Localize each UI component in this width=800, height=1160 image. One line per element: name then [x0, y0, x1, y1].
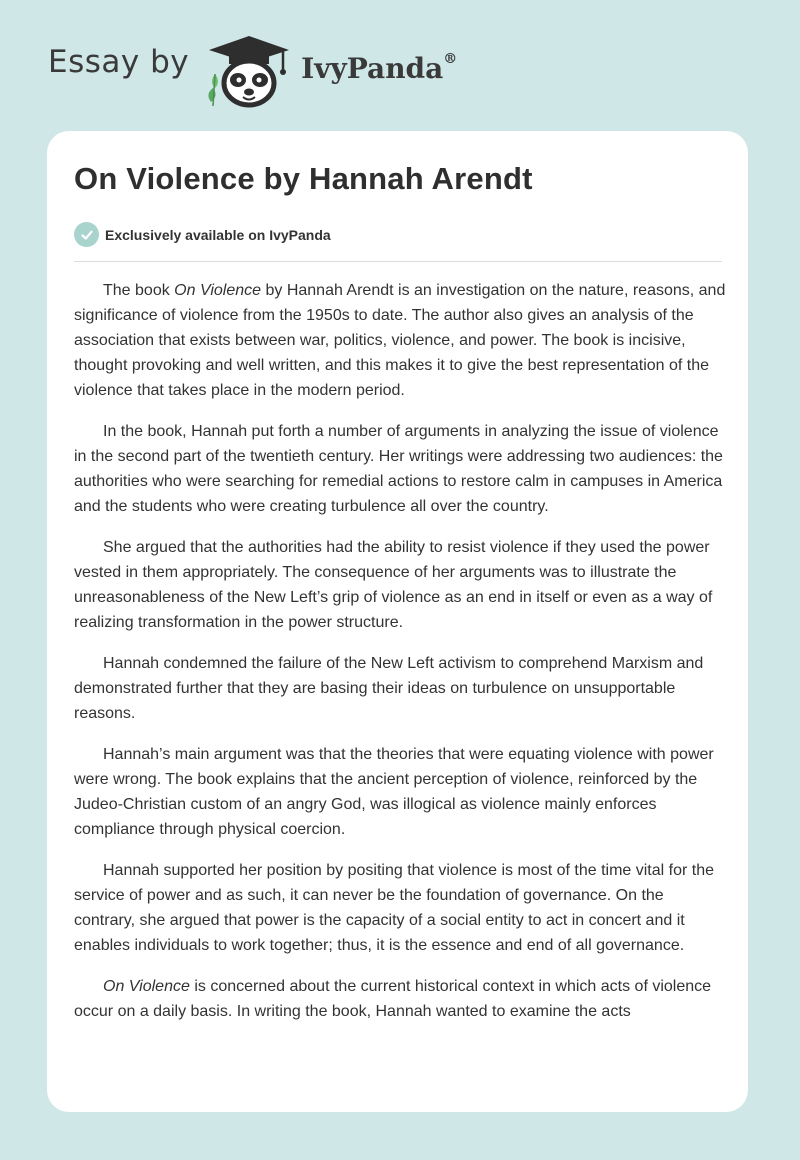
brand-name[interactable]	[301, 52, 457, 85]
check-circle-icon	[74, 222, 99, 247]
paragraph-3: She argued that the authorities had the ability to resist violence if they used the power vested in them appropriately. The consequence of her arguments was to illustrate the unreasonableness of the New Left’s grip of violence as an end in itself or even as a way of realizing transformation in the power structure.	[74, 539, 713, 631]
paragraph-7: On Violence is concerned about the current historical context in which acts of violence occur on a daily basis. In writing the book, Hannah wanted to examine the acts	[74, 978, 712, 1020]
title-divider	[74, 261, 722, 262]
book-title: On Violence	[103, 978, 190, 995]
paragraph-2: In the book, Hannah put forth a number of arguments in analyzing the issue of violence in the second part of the twentieth century. Her writings were addressing two audiences: the authorities who were searching for remedial actions to restore calm in campuses in America and the students who were creating turbulence all over the country.	[74, 423, 723, 515]
essay-body	[74, 278, 726, 1040]
essay-card	[47, 131, 748, 1112]
paragraph-1: The book On Violence by Hannah Arendt is an investigation on the nature, reasons, and significance of violence from the 1950s to date. The author also gives an analysis of the association that exists between war, politics, violence, and power. The book is incisive, thought provoking and well written, and this makes it to give the best representation of the violence that takes place in the modern period.	[74, 282, 726, 399]
paragraph-6: Hannah supported her position by positing that violence is most of the time vital for the service of power and as such, it can never be the foundation of governance. On the contrary, she argued that power is the capacity of a social entity to act in concert and it enables individuals to work together; thus, it is the essence and end of all governance.	[74, 862, 715, 954]
paragraph-4: Hannah condemned the failure of the New Left activism to comprehend Marxism and demonstrated further that they are basing their ideas on turbulence on unsupportable reasons.	[74, 655, 704, 722]
brand-name-text: IvyPanda	[301, 51, 444, 85]
exclusive-badge-text: Exclusively available on IvyPanda	[105, 226, 331, 243]
panda-graduate-logo-icon[interactable]	[201, 30, 297, 110]
page-title: On Violence by Hannah Arendt	[74, 161, 533, 196]
exclusive-badge	[74, 222, 331, 247]
essay-by-label: Essay by	[48, 44, 190, 80]
registered-mark: ®	[443, 51, 458, 68]
paragraph-5: Hannah’s main argument was that the theories that were equating violence with power were wrong. The book explains that the ancient perception of violence, reinforced by the Judeo-Christian custom of an angry God, was illogical as violence mainly enforces compliance through physical coercion.	[74, 746, 714, 838]
site-header	[48, 30, 457, 110]
book-title: On Violence	[174, 282, 262, 299]
